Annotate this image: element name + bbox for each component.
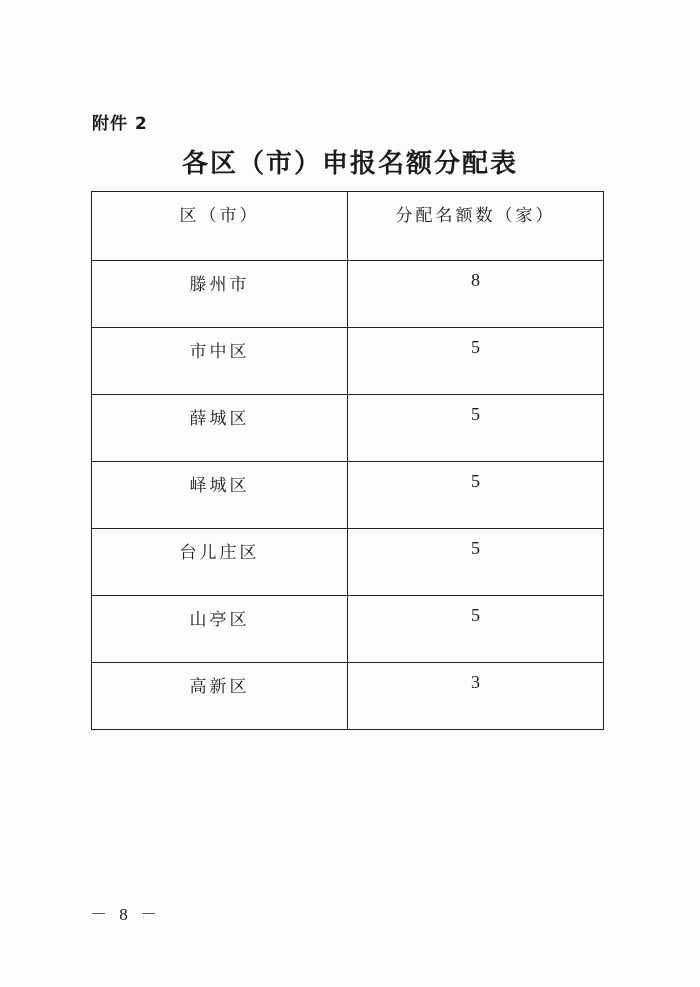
page-number: － 8 － (90, 905, 161, 924)
region-cell: 薛城区 (92, 395, 348, 462)
allocation-table (91, 191, 604, 730)
quota-cell: 5 (348, 462, 604, 529)
table-row (92, 328, 604, 395)
region-cell: 滕州市 (92, 261, 348, 328)
table-row (92, 395, 604, 462)
quota-cell: 8 (348, 261, 604, 328)
table-row (92, 462, 604, 529)
region-cell: 山亭区 (92, 596, 348, 663)
region-cell: 市中区 (92, 328, 348, 395)
region-cell: 台儿庄区 (92, 529, 348, 596)
region-cell: 高新区 (92, 663, 348, 730)
document-title: 各区（市）申报名额分配表 (181, 149, 518, 179)
quota-cell: 5 (348, 596, 604, 663)
table-row (92, 261, 604, 328)
table-row (92, 529, 604, 596)
attachment-label: 附件 2 (92, 114, 148, 134)
quota-cell: 5 (348, 395, 604, 462)
region-cell: 峄城区 (92, 462, 348, 529)
quota-cell: 3 (348, 663, 604, 730)
table-header-row (92, 192, 604, 261)
quota-cell: 5 (348, 328, 604, 395)
header-region: 区（市） (92, 192, 348, 261)
table-row (92, 663, 604, 730)
quota-cell: 5 (348, 529, 604, 596)
header-quota: 分配名额数（家） (348, 192, 604, 261)
table-row (92, 596, 604, 663)
